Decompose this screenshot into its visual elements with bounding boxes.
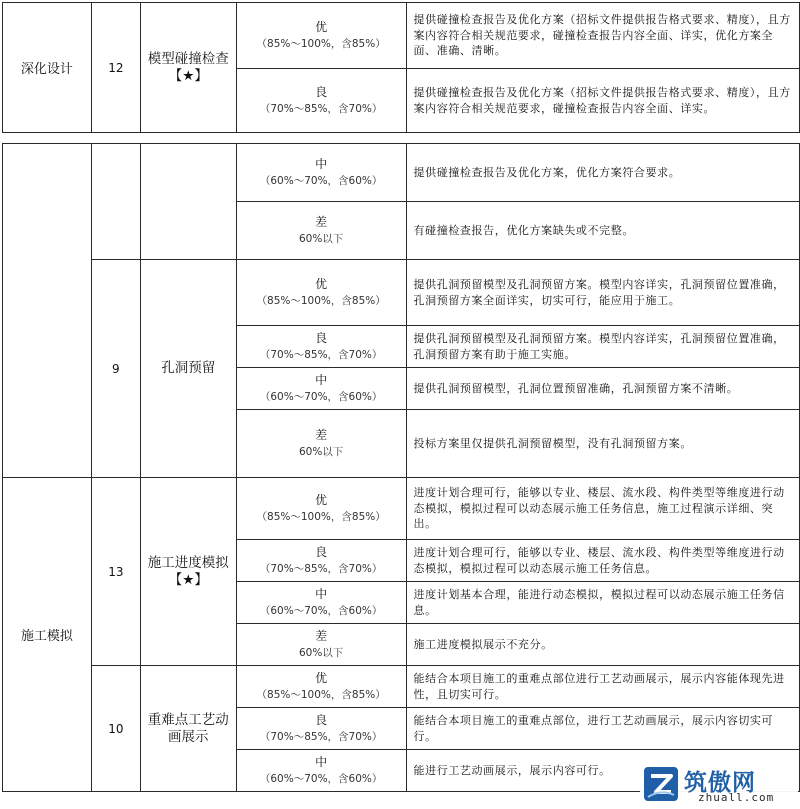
item-cell: 施工进度模拟【★】: [140, 478, 236, 666]
grade-range: （85%～100%，含85%）: [256, 688, 386, 701]
item-cell: [140, 144, 236, 260]
item-cell: 重难点工艺动画展示: [140, 666, 236, 792]
grade-cell: [236, 410, 406, 478]
criteria-cell: 提供碰撞检查报告及优化方案（招标文件提供报告格式要求、精度），且方案内容符合相关规范要求，碰撞检查报告内容全面、详实。: [406, 69, 799, 133]
criteria-cell: 投标方案里仅提供孔洞预留模型，没有孔洞预留方案。: [406, 410, 799, 478]
grade-cell: [236, 540, 406, 582]
criteria-cell: 施工进度模拟展示不充分。: [406, 624, 799, 666]
criteria-cell: 能结合本项目施工的重难点部位，进行工艺动画展示，展示内容切实可行。: [406, 708, 799, 750]
category-cell: 施工模拟: [3, 478, 92, 792]
grade-name: 优: [315, 492, 328, 507]
criteria-cell: 能进行工艺动画展示，展示内容可行。: [406, 750, 799, 792]
table-row: [3, 478, 800, 540]
grade-name: 良: [315, 712, 328, 727]
grade-name: 良: [315, 330, 328, 345]
scoring-table-main: [2, 143, 800, 792]
grade-name: 差: [315, 214, 328, 229]
scoring-table-top: [2, 2, 800, 133]
grade-range: 60%以下: [298, 445, 344, 458]
category-cell: [3, 144, 92, 478]
number-cell: [91, 144, 140, 260]
grade-range: （70%～85%，含70%）: [259, 730, 383, 743]
grade-name: 中: [315, 156, 328, 171]
watermark-name: 筑傲网: [684, 770, 756, 796]
criteria-cell: 提供孔洞预留模型，孔洞位置预留准确，孔洞预留方案不清晰。: [406, 368, 799, 410]
grade-range: （60%～70%，含60%）: [259, 772, 383, 785]
number-cell: 9: [91, 260, 140, 478]
grade-range: （60%～70%，含60%）: [259, 174, 383, 187]
grade-range: （70%～85%，含70%）: [259, 102, 383, 115]
criteria-cell: 有碰撞检查报告，优化方案缺失或不完整。: [406, 202, 799, 260]
watermark-domain: zhuall.com: [698, 791, 775, 804]
grade-cell: [236, 708, 406, 750]
criteria-cell: 提供孔洞预留模型及孔洞预留方案。模型内容详实，孔洞预留位置准确，孔洞预留方案有助于施工实施。: [406, 326, 799, 368]
site-watermark: [640, 764, 798, 806]
grade-range: 60%以下: [298, 646, 344, 659]
item-cell: 模型碰撞检查【★】: [140, 3, 236, 133]
grade-cell: [236, 624, 406, 666]
table-row: [3, 260, 800, 326]
criteria-cell: 能结合本项目施工的重难点部位进行工艺动画展示，展示内容能体现先进性，且切实可行。: [406, 666, 799, 708]
grade-name: 优: [315, 276, 328, 291]
grade-cell: [236, 750, 406, 792]
zhuall-logo-icon: [644, 767, 678, 801]
number-cell: 13: [91, 478, 140, 666]
grade-name: 差: [315, 628, 328, 643]
grade-name: 中: [315, 372, 328, 387]
category-cell: 深化设计: [3, 3, 92, 133]
grade-cell: [236, 144, 406, 202]
grade-range: （70%～85%，含70%）: [259, 562, 383, 575]
number-cell: 12: [91, 3, 140, 133]
grade-range: （60%～70%，含60%）: [259, 604, 383, 617]
grade-name: 中: [315, 586, 328, 601]
grade-cell: [236, 202, 406, 260]
grade-range: （85%～100%，含85%）: [256, 37, 386, 50]
grade-cell: [236, 326, 406, 368]
grade-cell: [236, 69, 406, 133]
grade-name: 优: [315, 670, 328, 685]
item-cell: 孔洞预留: [140, 260, 236, 478]
grade-name: 良: [315, 84, 328, 99]
grade-name: 中: [315, 754, 328, 769]
grade-name: 优: [315, 19, 328, 34]
table-row: [3, 666, 800, 708]
grade-cell: [236, 260, 406, 326]
grade-cell: [236, 582, 406, 624]
criteria-cell: 提供碰撞检查报告及优化方案（招标文件提供报告格式要求、精度），且方案内容符合相关规范要求，碰撞检查报告内容全面、详实，优化方案全面、准确、清晰。: [406, 3, 799, 69]
criteria-cell: 提供孔洞预留模型及孔洞预留方案。模型内容详实，孔洞预留位置准确，孔洞预留方案全面详实，切实可行，能应用于施工。: [406, 260, 799, 326]
criteria-cell: 提供碰撞检查报告及优化方案，优化方案符合要求。: [406, 144, 799, 202]
criteria-cell: 进度计划合理可行，能够以专业、楼层、流水段、构件类型等维度进行动态模拟，模拟过程可以动态展示施工任务信息。: [406, 540, 799, 582]
criteria-cell: 进度计划基本合理，能进行动态模拟，模拟过程可以动态展示施工任务信息。: [406, 582, 799, 624]
grade-range: （60%～70%，含60%）: [259, 390, 383, 403]
grade-name: 差: [315, 427, 328, 442]
grade-cell: [236, 478, 406, 540]
grade-name: 良: [315, 544, 328, 559]
grade-range: （70%～85%，含70%）: [259, 348, 383, 361]
grade-cell: [236, 666, 406, 708]
grade-cell: [236, 3, 406, 69]
number-cell: 10: [91, 666, 140, 792]
grade-range: 60%以下: [298, 232, 344, 245]
table-row: [3, 144, 800, 202]
criteria-cell: 进度计划合理可行，能够以专业、楼层、流水段、构件类型等维度进行动态模拟，模拟过程可以动态展示施工任务信息，施工过程演示详细、突出。: [406, 478, 799, 540]
grade-range: （85%～100%，含85%）: [256, 294, 386, 307]
table-row: [3, 3, 800, 69]
grade-cell: [236, 368, 406, 410]
grade-range: （85%～100%，含85%）: [256, 510, 386, 523]
